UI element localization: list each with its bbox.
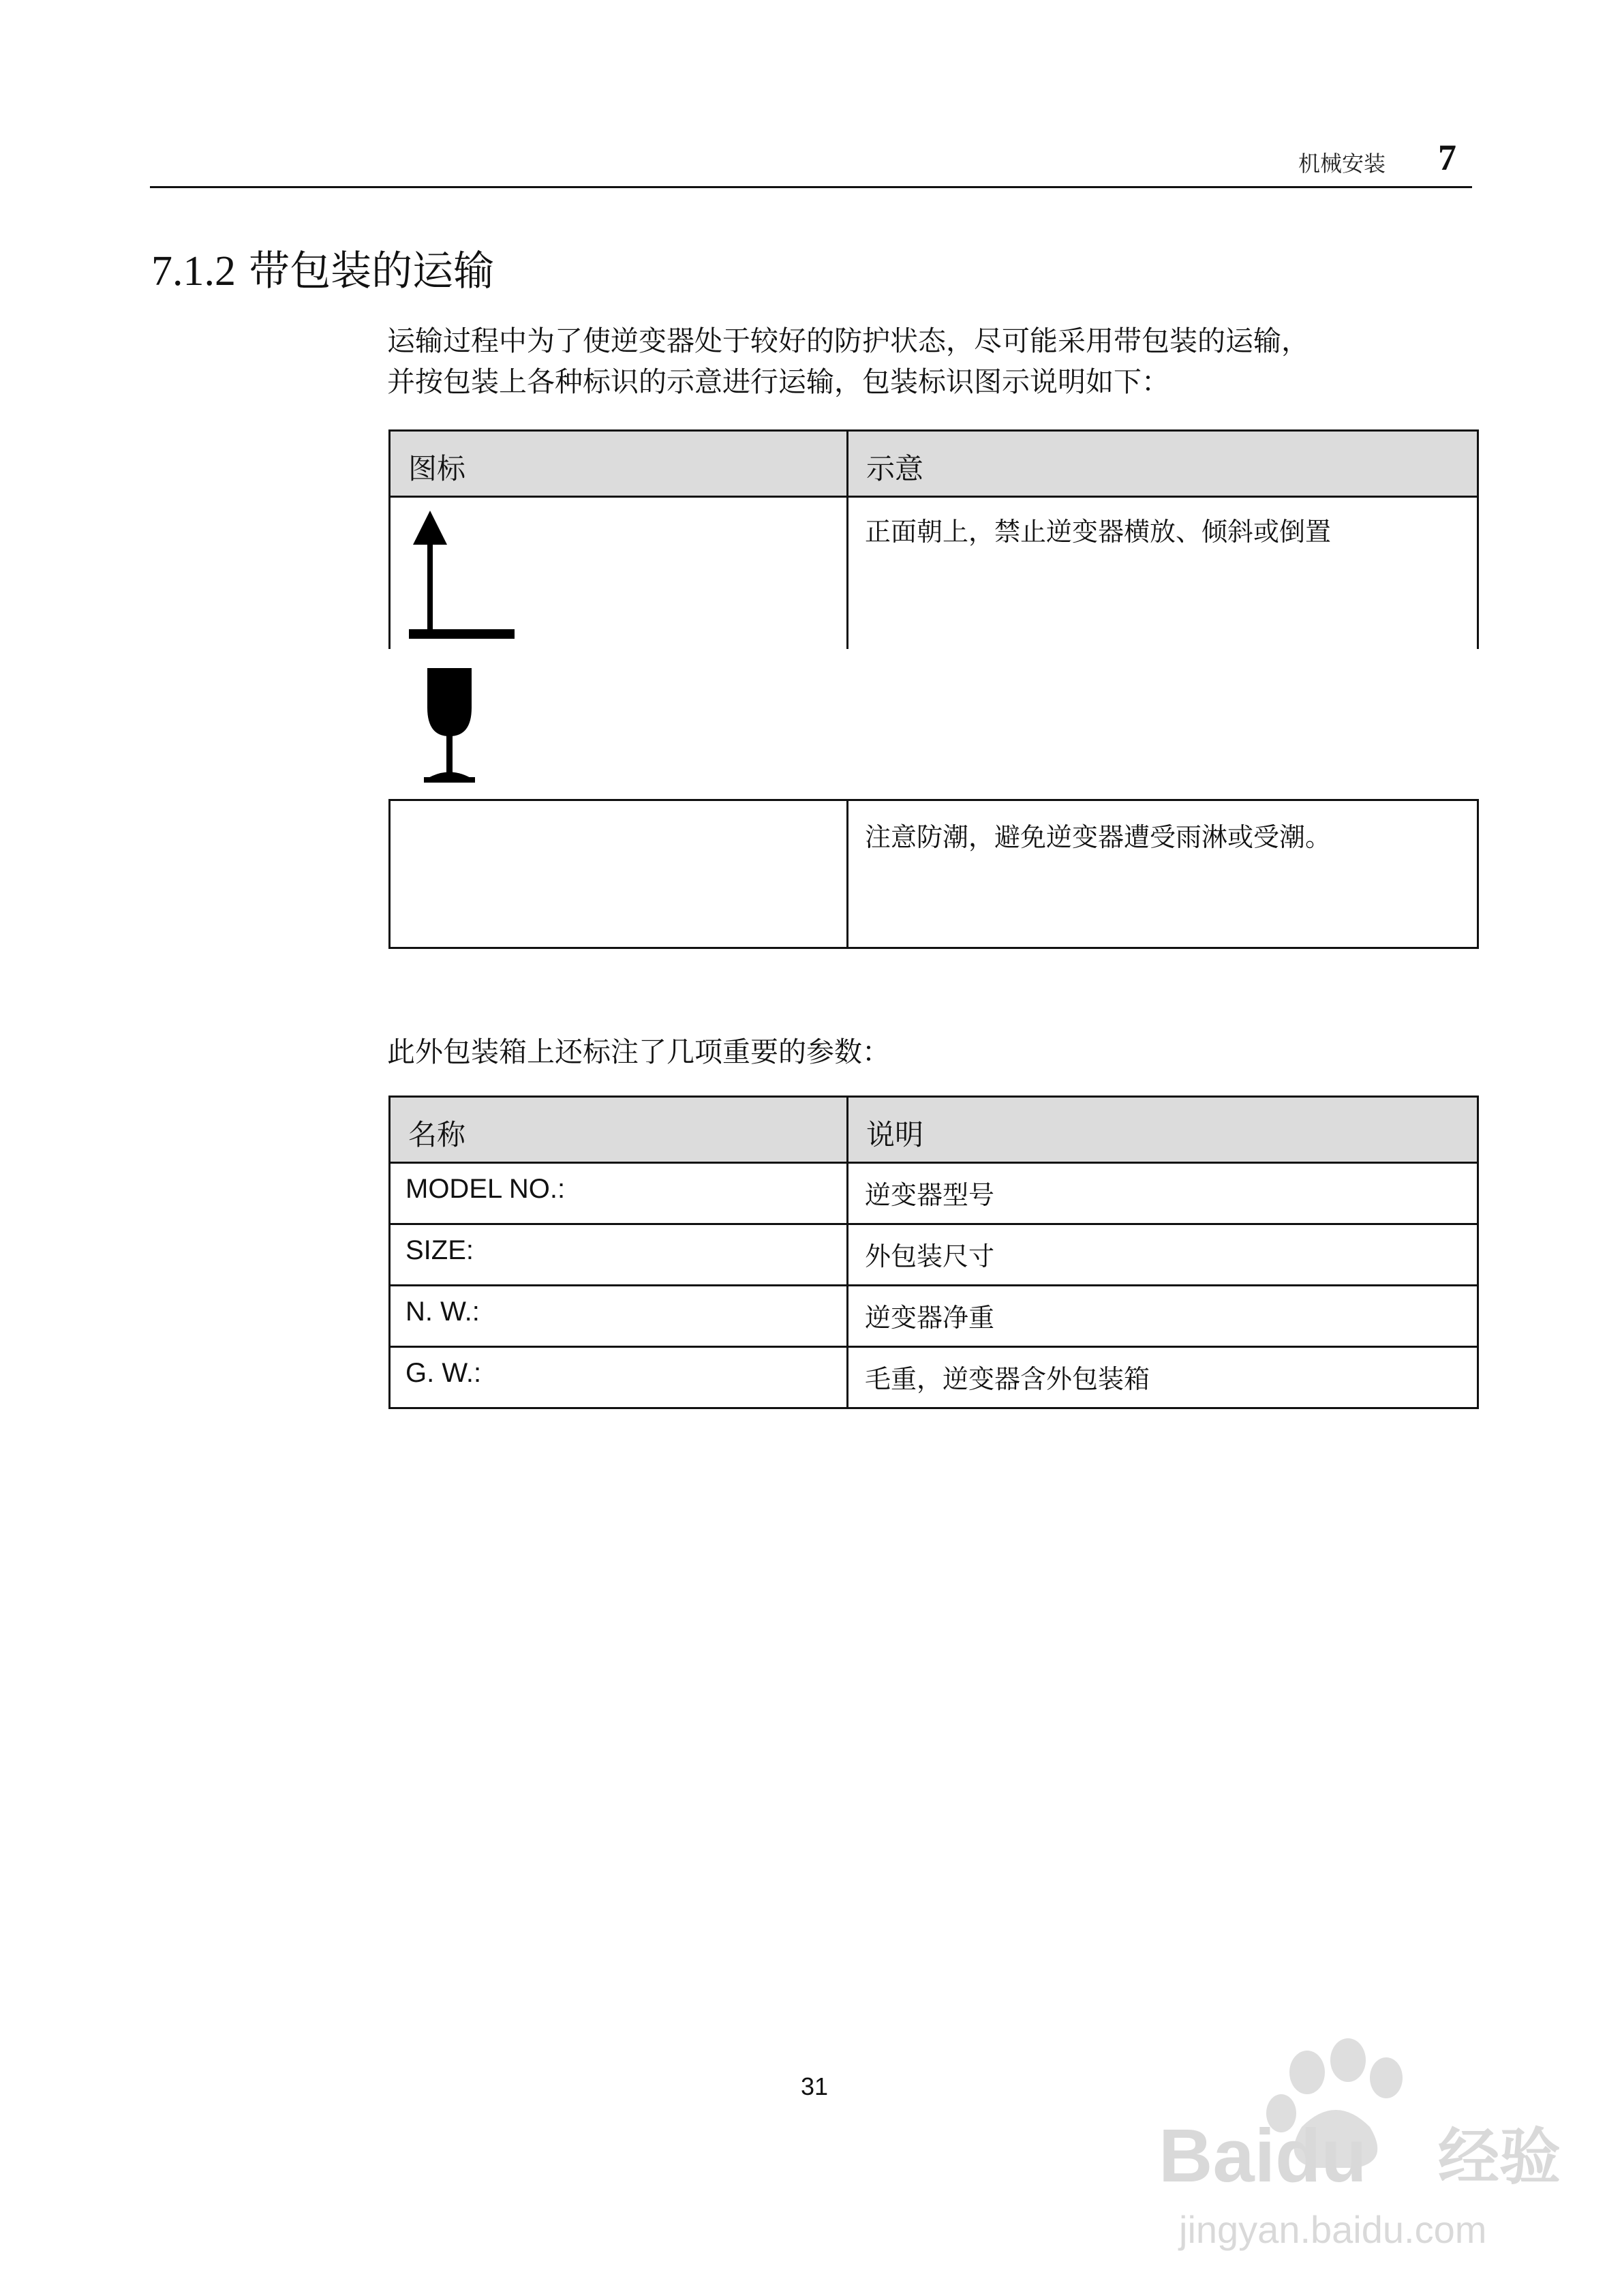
meaning-keep-dry: 注意防潮，避免逆变器遭受雨淋或受潮。 bbox=[865, 822, 1332, 852]
param-table-header-name bbox=[388, 1096, 848, 1164]
chapter-number: 7 bbox=[1438, 137, 1456, 178]
table-row bbox=[846, 1162, 1479, 1225]
params-intro: 此外包装箱上还标注了几项重要的参数： bbox=[387, 1036, 890, 1068]
section-number: 7.1.2 bbox=[151, 248, 236, 294]
section-heading: 带包装的运输 bbox=[249, 247, 495, 295]
table-row bbox=[388, 1162, 848, 1225]
param-name: N. W.: bbox=[406, 1297, 480, 1327]
param-name: SIZE: bbox=[406, 1235, 474, 1265]
section-title bbox=[151, 239, 494, 297]
chapter-title: 机械安装 bbox=[1298, 151, 1386, 177]
icon-row-3-icon-cell bbox=[388, 799, 848, 949]
meaning-this-way-up: 正面朝上，禁止逆变器横放、倾斜或倒置 bbox=[865, 517, 1332, 547]
intro-paragraph bbox=[387, 320, 1471, 402]
header-label-meaning: 示意 bbox=[866, 452, 924, 485]
table-row bbox=[846, 1346, 1479, 1409]
watermark-brand: Baidu bbox=[1159, 2114, 1367, 2198]
intro-line-1: 运输过程中为了使逆变器处于较好的防护状态，尽可能采用带包装的运输， bbox=[387, 324, 1309, 357]
icon-row-1-meaning-cell bbox=[846, 496, 1479, 649]
param-desc: 毛重，逆变器含外包装箱 bbox=[865, 1364, 1150, 1394]
param-name: MODEL NO.: bbox=[406, 1174, 566, 1204]
header-label-icon: 图标 bbox=[408, 452, 466, 485]
table-row bbox=[846, 1223, 1479, 1286]
intro-line-2: 并按包装上各种标识的示意进行运输，包装标识图示说明如下： bbox=[387, 365, 1169, 398]
param-desc: 逆变器净重 bbox=[865, 1303, 995, 1333]
table-row bbox=[388, 1223, 848, 1286]
icon-table-header-icon bbox=[388, 429, 848, 498]
icon-table-header-meaning bbox=[846, 429, 1479, 498]
table-row bbox=[388, 1284, 848, 1348]
table-row bbox=[846, 1284, 1479, 1348]
header-label-name: 名称 bbox=[408, 1118, 466, 1151]
param-desc: 逆变器型号 bbox=[865, 1180, 995, 1210]
header-label-desc: 说明 bbox=[866, 1118, 924, 1151]
page-number: 31 bbox=[801, 2072, 829, 2100]
fragile-glass-icon bbox=[424, 668, 478, 784]
icon-row-1-icon-cell bbox=[388, 496, 848, 649]
watermark-product: 经验 bbox=[1438, 2124, 1561, 2192]
param-name: G. W.: bbox=[406, 1358, 482, 1388]
icon-row-3-meaning-cell bbox=[846, 799, 1479, 949]
header-rule bbox=[150, 186, 1472, 188]
watermark-url: jingyan.baidu.com bbox=[1179, 2208, 1487, 2251]
this-way-up-icon bbox=[409, 511, 515, 640]
param-desc: 外包装尺寸 bbox=[865, 1241, 995, 1271]
param-table-header-desc bbox=[846, 1096, 1479, 1164]
baidu-watermark bbox=[1131, 2038, 1595, 2270]
table-row bbox=[388, 1346, 848, 1409]
